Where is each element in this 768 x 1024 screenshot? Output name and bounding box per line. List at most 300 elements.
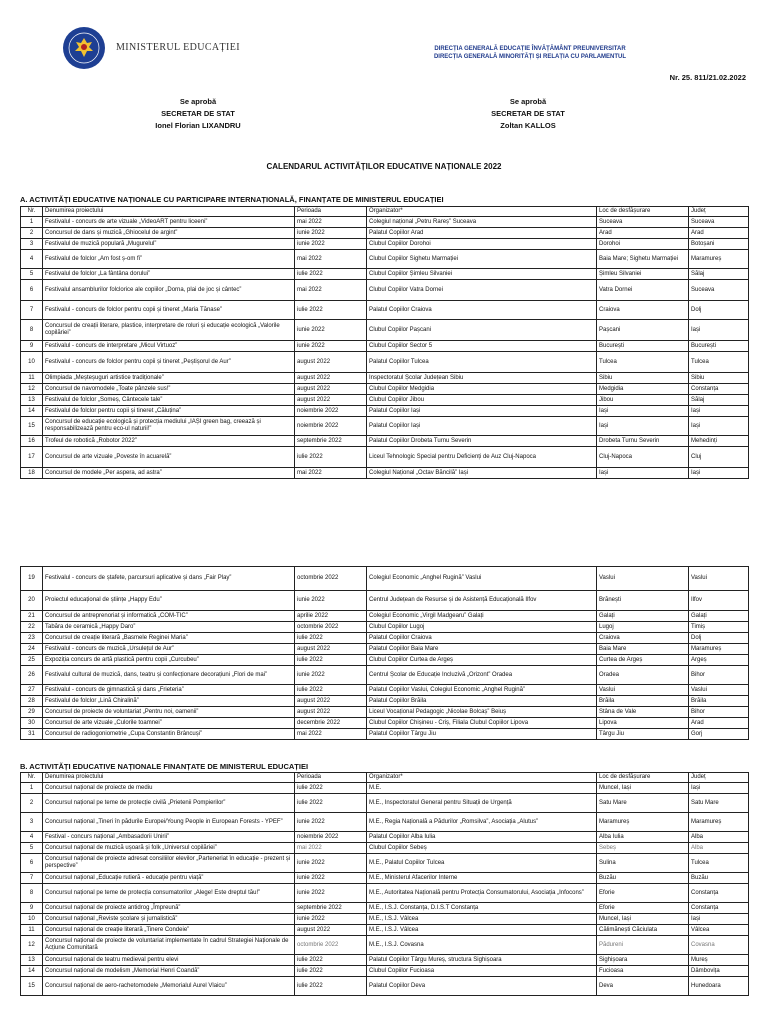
cell-organizer: Palatul Copiilor Craiova — [367, 301, 597, 320]
cell-project-name: Concursul național de aero-rachetomodele „Memorialul Aurel Vlaicu” — [43, 977, 295, 996]
cell-county: Constanța — [689, 384, 749, 395]
table-row — [21, 468, 749, 479]
cell-project-name: Concursul național de modelism „Memorial Henri Coandă” — [43, 966, 295, 977]
cell-project-name: Concursul național „Educație rutieră - educație pentru viață” — [43, 873, 295, 884]
cell-county: Dolj — [689, 633, 749, 644]
cell-project-name: Festivalul de folclor „La fântâna dorului” — [43, 269, 295, 280]
cell-period: noiembrie 2022 — [295, 417, 367, 436]
cell-county: Iași — [689, 417, 749, 436]
approval-block-left — [98, 96, 298, 132]
table-row — [21, 250, 749, 269]
cell-period: iunie 2022 — [295, 854, 367, 873]
cell-organizer: Clubul Copiilor Jibou — [367, 395, 597, 406]
cell-county: Alba — [689, 843, 749, 854]
cell-period: iulie 2022 — [295, 977, 367, 996]
cell-project-name: Festivalul de folclor „Am fost ș-om fi” — [43, 250, 295, 269]
cell-project-name: Festivalul - concurs de gimnastică și dans „Frieteria” — [43, 685, 295, 696]
cell-project-name: Concursul de educație ecologică și protecția mediului „IAȘI green bag, creează și responsabilizează pentru eco-ul naturii!” — [43, 417, 295, 436]
cell-period: decembrie 2022 — [295, 718, 367, 729]
cell-venue: Vaslui — [597, 685, 689, 696]
cell-project-name: Expoziția concurs de artă plastică pentru copii „Curcubeu” — [43, 655, 295, 666]
cell-venue: Dorohoi — [597, 239, 689, 250]
cell-venue: Maramureș — [597, 813, 689, 832]
approval-role: SECRETAR DE STAT — [491, 109, 565, 118]
cell-row-number: 10 — [21, 352, 43, 373]
cell-row-number: 17 — [21, 447, 43, 468]
cell-period: iulie 2022 — [295, 269, 367, 280]
document-title: CALENDARUL ACTIVITĂȚILOR EDUCATIVE NAȚIONALE 2022 — [266, 162, 502, 171]
cell-venue: Medgidia — [597, 384, 689, 395]
cell-county: Constanța — [689, 903, 749, 914]
cell-row-number: 11 — [21, 925, 43, 936]
cell-row-number: 18 — [21, 468, 43, 479]
cell-county: Gorj — [689, 729, 749, 740]
cell-period: mai 2022 — [295, 729, 367, 740]
section-b-heading: B. ACTIVITĂȚI EDUCATIVE NAȚIONALE FINANȚATE DE MINISTERUL EDUCAȚIEI — [20, 762, 309, 771]
cell-period: iunie 2022 — [295, 591, 367, 611]
table-row — [21, 239, 749, 250]
cell-project-name: Proiectul educațional de științe „Happy Edu” — [43, 591, 295, 611]
section-b-table — [20, 772, 749, 996]
cell-organizer: Clubul Copiilor Sebeș — [367, 843, 597, 854]
cell-period: octombrie 2022 — [295, 622, 367, 633]
cell-county: Bihor — [689, 666, 749, 685]
table-row — [21, 832, 749, 843]
cell-county: Arad — [689, 718, 749, 729]
cell-period: iulie 2022 — [295, 955, 367, 966]
cell-project-name: Concursul național de creație literară „Tinere Condeie” — [43, 925, 295, 936]
cell-venue: Lugoj — [597, 622, 689, 633]
column-header-project-name: Denumirea proiectului — [43, 773, 295, 783]
cell-project-name: Festivalul - concurs de arte vizuale „VideoART pentru liceeni” — [43, 217, 295, 228]
cell-row-number: 10 — [21, 914, 43, 925]
table-row — [21, 729, 749, 740]
cell-project-name: Concursul național de teatru medieval pentru elevi — [43, 955, 295, 966]
cell-row-number: 9 — [21, 903, 43, 914]
cell-county: Satu Mare — [689, 794, 749, 813]
table-row — [21, 655, 749, 666]
cell-period: august 2022 — [295, 707, 367, 718]
cell-venue: Sibiu — [597, 373, 689, 384]
cell-period: iulie 2022 — [295, 655, 367, 666]
cell-organizer: Inspectoratul Școlar Județean Sibiu — [367, 373, 597, 384]
cell-project-name: Festivalul ansamblurilor folclorice ale copiilor „Dorna, plai de joc și cântec” — [43, 280, 295, 301]
table-row — [21, 567, 749, 591]
column-header-period: Perioada — [295, 773, 367, 783]
document-number: Nr. 25. 811/21.02.2022 — [669, 73, 746, 82]
cell-organizer: Palatul Copiilor Iași — [367, 417, 597, 436]
cell-county: Ilfov — [689, 591, 749, 611]
cell-venue: Șimleu Silvaniei — [597, 269, 689, 280]
cell-venue: Lipova — [597, 718, 689, 729]
cell-period: iunie 2022 — [295, 813, 367, 832]
table-row — [21, 406, 749, 417]
cell-organizer: M.E., Autoritatea Națională pentru Protecția Consumatorului, Asociația „Infocons” — [367, 884, 597, 903]
cell-period: august 2022 — [295, 384, 367, 395]
table-header-row — [21, 773, 749, 783]
cell-venue: Jibou — [597, 395, 689, 406]
cell-organizer: Palatul Copiilor Brăila — [367, 696, 597, 707]
cell-venue: Curtea de Argeș — [597, 655, 689, 666]
table-row — [21, 666, 749, 685]
cell-project-name: Concursul de creație literară „Basmele Reginei Maria” — [43, 633, 295, 644]
cell-period: mai 2022 — [295, 843, 367, 854]
table-row — [21, 644, 749, 655]
cell-project-name: Olimpiada „Meșteșuguri artistice tradiționale” — [43, 373, 295, 384]
cell-period: iunie 2022 — [295, 884, 367, 903]
cell-organizer: Palatul Copiilor Alba Iulia — [367, 832, 597, 843]
cell-organizer: Palatul Copiilor Drobeta Turnu Severin — [367, 436, 597, 447]
cell-county: Cluj — [689, 447, 749, 468]
table-row — [21, 884, 749, 903]
cell-row-number: 11 — [21, 373, 43, 384]
cell-venue: Deva — [597, 977, 689, 996]
cell-county: Vaslui — [689, 685, 749, 696]
table-row — [21, 794, 749, 813]
table-row — [21, 914, 749, 925]
cell-row-number: 5 — [21, 269, 43, 280]
cell-venue: Muncel, Iași — [597, 783, 689, 794]
table-row — [21, 269, 749, 280]
cell-row-number: 4 — [21, 832, 43, 843]
cell-county: Covasna — [689, 936, 749, 955]
cell-venue: Brăila — [597, 696, 689, 707]
cell-period: august 2022 — [295, 696, 367, 707]
table-row — [21, 341, 749, 352]
cell-row-number: 4 — [21, 250, 43, 269]
column-header-project-name: Denumirea proiectului — [43, 207, 295, 217]
table-row — [21, 622, 749, 633]
cell-organizer: Palatul Copiilor Vaslui, Colegiul Economic „Anghel Rugină” — [367, 685, 597, 696]
cell-project-name: Concursul de modele „Per aspera, ad astra” — [43, 468, 295, 479]
cell-row-number: 2 — [21, 794, 43, 813]
cell-organizer: M.E., I.S.J. Covasna — [367, 936, 597, 955]
directorate-header — [330, 45, 730, 61]
cell-organizer: Liceul Tehnologic Special pentru Deficienți de Auz Cluj-Napoca — [367, 447, 597, 468]
cell-project-name: Festivalul de folclor „Lină Chiralină” — [43, 696, 295, 707]
cell-project-name: Concursul de arte vizuale „Poveste în acuarelă” — [43, 447, 295, 468]
cell-period: iulie 2022 — [295, 633, 367, 644]
cell-period: iunie 2022 — [295, 666, 367, 685]
cell-organizer: Clubul Copiilor Pașcani — [367, 320, 597, 341]
cell-organizer: Clubul Copiilor Curtea de Argeș — [367, 655, 597, 666]
column-header-venue: Loc de desfășurare — [597, 773, 689, 783]
cell-organizer: Colegiul Național „Octav Băncilă” Iași — [367, 468, 597, 479]
cell-row-number: 14 — [21, 966, 43, 977]
column-header-organizer: Organizator* — [367, 207, 597, 217]
cell-county: Iași — [689, 914, 749, 925]
cell-period: iunie 2022 — [295, 914, 367, 925]
cell-venue: Vatra Dornei — [597, 280, 689, 301]
cell-project-name: Festivalul de folclor „Someș, Cântecele tale” — [43, 395, 295, 406]
cell-organizer: Colegiul Economic „Anghel Rugină” Vaslui — [367, 567, 597, 591]
cell-row-number: 23 — [21, 633, 43, 644]
cell-row-number: 5 — [21, 843, 43, 854]
cell-period: mai 2022 — [295, 468, 367, 479]
section-a-heading: A. ACTIVITĂȚI EDUCATIVE NAȚIONALE CU PARTICIPARE INTERNAȚIONALĂ, FINANȚATE DE MINISTERUL EDUCAȚIEI — [20, 195, 444, 204]
cell-project-name: Concursul național „Tineri în pădurile Europei/Young People in European Forests - YPEF” — [43, 813, 295, 832]
cell-project-name: Festivalul - concurs de muzică „Ursulețul de Aur” — [43, 644, 295, 655]
cell-project-name: Concursul de creații literare, plastice, interpretare de roluri și educație ecologică „Valorile copilăriei” — [43, 320, 295, 341]
cell-venue: Buzău — [597, 873, 689, 884]
cell-row-number: 6 — [21, 854, 43, 873]
cell-project-name: Concursul național „Reviste școlare și jurnalistică” — [43, 914, 295, 925]
column-header-county: Județ — [689, 207, 749, 217]
directorate-line-2: DIRECȚIA GENERALĂ MINORITĂȚI ȘI RELAȚIA CU PARLAMENTUL — [433, 54, 627, 60]
cell-venue: Sebeș — [597, 843, 689, 854]
cell-organizer: M.E., Inspectoratul General pentru Situații de Urgență — [367, 794, 597, 813]
cell-row-number: 1 — [21, 783, 43, 794]
table-header-row — [21, 207, 749, 217]
ministry-name: MINISTERUL EDUCAȚIEI — [116, 42, 241, 53]
cell-project-name: Festivalul - concurs de folclor pentru copii și tineret „Peștișorul de Aur” — [43, 352, 295, 373]
cell-period: iulie 2022 — [295, 783, 367, 794]
cell-county: Alba — [689, 832, 749, 843]
cell-project-name: Concursul de dans și muzică „Ghiocelul de argint” — [43, 228, 295, 239]
cell-organizer: M.E., Ministerul Afacerilor Interne — [367, 873, 597, 884]
cell-county: Timiș — [689, 622, 749, 633]
cell-venue: Oradea — [597, 666, 689, 685]
column-header-row-number: Nr. — [21, 773, 43, 783]
cell-venue: Baia Mare; Sighetu Marmației — [597, 250, 689, 269]
cell-period: noiembrie 2022 — [295, 406, 367, 417]
table-row — [21, 977, 749, 996]
cell-row-number: 19 — [21, 567, 43, 591]
approval-role: SECRETAR DE STAT — [161, 109, 235, 118]
cell-organizer: M.E., Palatul Copiilor Tulcea — [367, 854, 597, 873]
approval-signatory: Zoltan KALLOS — [500, 121, 556, 130]
cell-organizer: Palatul Copiilor Arad — [367, 228, 597, 239]
table-row — [21, 966, 749, 977]
cell-project-name: Concursul de radiogoniometrie „Cupa Constantin Brâncuși” — [43, 729, 295, 740]
cell-organizer: Colegiul Economic „Virgil Madgearu” Galați — [367, 611, 597, 622]
cell-county: Maramureș — [689, 813, 749, 832]
table-row — [21, 447, 749, 468]
table-row — [21, 591, 749, 611]
cell-period: august 2022 — [295, 352, 367, 373]
cell-county: Mureș — [689, 955, 749, 966]
cell-project-name: Concursul de proiecte de voluntariat „Pentru noi, oamenii” — [43, 707, 295, 718]
cell-county: Mehedinți — [689, 436, 749, 447]
table-row — [21, 903, 749, 914]
cell-venue: Stâna de Vale — [597, 707, 689, 718]
cell-period: iunie 2022 — [295, 239, 367, 250]
approval-block-right — [428, 96, 628, 132]
cell-county: Suceava — [689, 217, 749, 228]
cell-county: Dâmbovița — [689, 966, 749, 977]
cell-organizer: Liceul Vocațional Pedagogic „Nicolae Bolcaș” Beiuș — [367, 707, 597, 718]
table-row — [21, 925, 749, 936]
cell-county: Vâlcea — [689, 925, 749, 936]
cell-county: Iași — [689, 320, 749, 341]
cell-row-number: 15 — [21, 977, 43, 996]
table-row — [21, 854, 749, 873]
cell-period: octombrie 2022 — [295, 567, 367, 591]
cell-period: iulie 2022 — [295, 794, 367, 813]
cell-organizer: Clubul Copiilor Vatra Dornei — [367, 280, 597, 301]
cell-project-name: Festivalul de muzică populară „Mugurelul” — [43, 239, 295, 250]
cell-row-number: 13 — [21, 395, 43, 406]
cell-row-number: 20 — [21, 591, 43, 611]
cell-organizer: Palatul Copiilor Craiova — [367, 633, 597, 644]
cell-period: iunie 2022 — [295, 320, 367, 341]
cell-county: Iași — [689, 468, 749, 479]
cell-organizer: Palatul Copiilor Tulcea — [367, 352, 597, 373]
cell-period: septembrie 2022 — [295, 436, 367, 447]
cell-project-name: Festival - concurs național „Ambasadorii Unirii” — [43, 832, 295, 843]
cell-row-number: 7 — [21, 301, 43, 320]
cell-venue: Pașcani — [597, 320, 689, 341]
column-header-period: Perioada — [295, 207, 367, 217]
cell-county: Iași — [689, 406, 749, 417]
cell-row-number: 29 — [21, 707, 43, 718]
column-header-row-number: Nr. — [21, 207, 43, 217]
cell-row-number: 31 — [21, 729, 43, 740]
cell-organizer: Palatul Copiilor Baia Mare — [367, 644, 597, 655]
cell-project-name: Concursul de antreprenoriat și informatică „COM-TIC” — [43, 611, 295, 622]
cell-county: Tulcea — [689, 854, 749, 873]
cell-venue: Muncel, Iași — [597, 914, 689, 925]
cell-organizer: Palatul Copiilor Iași — [367, 406, 597, 417]
cell-organizer: Colegiul național „Petru Rareș” Suceava — [367, 217, 597, 228]
table-row — [21, 395, 749, 406]
cell-row-number: 24 — [21, 644, 43, 655]
cell-venue: Iași — [597, 417, 689, 436]
cell-row-number: 6 — [21, 280, 43, 301]
table-row — [21, 955, 749, 966]
cell-venue: Craiova — [597, 301, 689, 320]
cell-venue: Alba Iulia — [597, 832, 689, 843]
cell-period: august 2022 — [295, 395, 367, 406]
cell-row-number: 25 — [21, 655, 43, 666]
table-row — [21, 707, 749, 718]
cell-venue: Eforie — [597, 903, 689, 914]
table-row — [21, 685, 749, 696]
column-header-county: Județ — [689, 773, 749, 783]
cell-organizer: Clubul Copiilor Fucioasa — [367, 966, 597, 977]
cell-period: iunie 2022 — [295, 228, 367, 239]
table-row — [21, 936, 749, 955]
cell-row-number: 16 — [21, 436, 43, 447]
cell-row-number: 30 — [21, 718, 43, 729]
cell-row-number: 9 — [21, 341, 43, 352]
cell-period: aprilie 2022 — [295, 611, 367, 622]
cell-venue: Arad — [597, 228, 689, 239]
cell-project-name: Festivalul cultural de muzică, dans, teatru și confecționare decorațiuni „Flori de mai” — [43, 666, 295, 685]
table-row — [21, 228, 749, 239]
cell-county: Hunedoara — [689, 977, 749, 996]
cell-county: Arad — [689, 228, 749, 239]
cell-venue: Pădureni — [597, 936, 689, 955]
cell-venue: București — [597, 341, 689, 352]
table-row — [21, 783, 749, 794]
cell-row-number: 12 — [21, 936, 43, 955]
cell-project-name: Concursul național de proiecte adresat consiliilor elevilor „Parteneriat în educație - prezent și perspective” — [43, 854, 295, 873]
cell-period: iulie 2022 — [295, 685, 367, 696]
cell-county: Iași — [689, 783, 749, 794]
cell-project-name: Concursul național de proiecte de mediu — [43, 783, 295, 794]
cell-venue: Eforie — [597, 884, 689, 903]
directorate-line-1: DIRECȚIA GENERALĂ EDUCAȚIE ÎNVĂȚĂMÂNT PREUNIVERSITAR — [434, 46, 626, 52]
cell-organizer: M.E., I.S.J. Vâlcea — [367, 914, 597, 925]
cell-period: noiembrie 2022 — [295, 832, 367, 843]
cell-venue: Craiova — [597, 633, 689, 644]
section-a-table-part-2 — [20, 566, 749, 740]
cell-period: iulie 2022 — [295, 447, 367, 468]
cell-county: Dolj — [689, 301, 749, 320]
cell-county: Sibiu — [689, 373, 749, 384]
table-row — [21, 384, 749, 395]
column-header-organizer: Organizator* — [367, 773, 597, 783]
cell-row-number: 8 — [21, 884, 43, 903]
table-row — [21, 352, 749, 373]
cell-period: august 2022 — [295, 925, 367, 936]
cell-venue: Iași — [597, 406, 689, 417]
cell-organizer: M.E. — [367, 783, 597, 794]
cell-period: iulie 2022 — [295, 301, 367, 320]
cell-venue: Vaslui — [597, 567, 689, 591]
cell-period: iunie 2022 — [295, 341, 367, 352]
cell-row-number: 26 — [21, 666, 43, 685]
cell-venue: Călimănești Căciulata — [597, 925, 689, 936]
cell-county: Galați — [689, 611, 749, 622]
cell-venue: Sighișoara — [597, 955, 689, 966]
cell-row-number: 12 — [21, 384, 43, 395]
cell-row-number: 2 — [21, 228, 43, 239]
cell-county: Botoșani — [689, 239, 749, 250]
cell-project-name: Concursul național de proiecte de voluntariat implementate în cadrul Strategiei Naționale de Acțiune Comunitară — [43, 936, 295, 955]
cell-project-name: Concursul național de proiecte antidrog „Împreună” — [43, 903, 295, 914]
cell-row-number: 8 — [21, 320, 43, 341]
cell-venue: Baia Mare — [597, 644, 689, 655]
cell-period: septembrie 2022 — [295, 903, 367, 914]
cell-venue: Cluj-Napoca — [597, 447, 689, 468]
cell-county: Bihor — [689, 707, 749, 718]
cell-organizer: Clubul Copiilor Sector 5 — [367, 341, 597, 352]
table-row — [21, 217, 749, 228]
table-row — [21, 633, 749, 644]
column-header-venue: Loc de desfășurare — [597, 207, 689, 217]
cell-row-number: 21 — [21, 611, 43, 622]
cell-period: iulie 2022 — [295, 966, 367, 977]
cell-organizer: Palatul Copiilor Târgu Mureș, structura Sighișoara — [367, 955, 597, 966]
cell-project-name: Concursul național pe teme de protecție civilă „Prietenii Pompierilor” — [43, 794, 295, 813]
cell-organizer: Clubul Copiilor Chișineu - Criș, Filiala Clubul Copiilor Lipova — [367, 718, 597, 729]
cell-venue: Sulina — [597, 854, 689, 873]
table-row — [21, 696, 749, 707]
cell-venue: Galați — [597, 611, 689, 622]
cell-project-name: Festivalul - concurs de interpretare „Micul Virtuoz” — [43, 341, 295, 352]
cell-organizer: Centrul Școlar de Educație Incluzivă „Orizont” Oradea — [367, 666, 597, 685]
cell-period: octombrie 2022 — [295, 936, 367, 955]
cell-county: Buzău — [689, 873, 749, 884]
cell-venue: Iași — [597, 468, 689, 479]
cell-organizer: Palatul Copiilor Târgu Jiu — [367, 729, 597, 740]
table-row — [21, 301, 749, 320]
cell-venue: Suceava — [597, 217, 689, 228]
cell-project-name: Trofeul de robotică „Robotor 2022” — [43, 436, 295, 447]
table-row — [21, 417, 749, 436]
cell-row-number: 15 — [21, 417, 43, 436]
cell-organizer: M.E., I.S.J. Constanța, D.I.S.T Constanța — [367, 903, 597, 914]
cell-row-number: 3 — [21, 813, 43, 832]
cell-organizer: Clubul Copiilor Lugoj — [367, 622, 597, 633]
cell-organizer: M.E., I.S.J. Vâlcea — [367, 925, 597, 936]
table-row — [21, 320, 749, 341]
cell-county: Maramureș — [689, 250, 749, 269]
cell-organizer: Clubul Copiilor Șimleu Silvaniei — [367, 269, 597, 280]
cell-county: București — [689, 341, 749, 352]
